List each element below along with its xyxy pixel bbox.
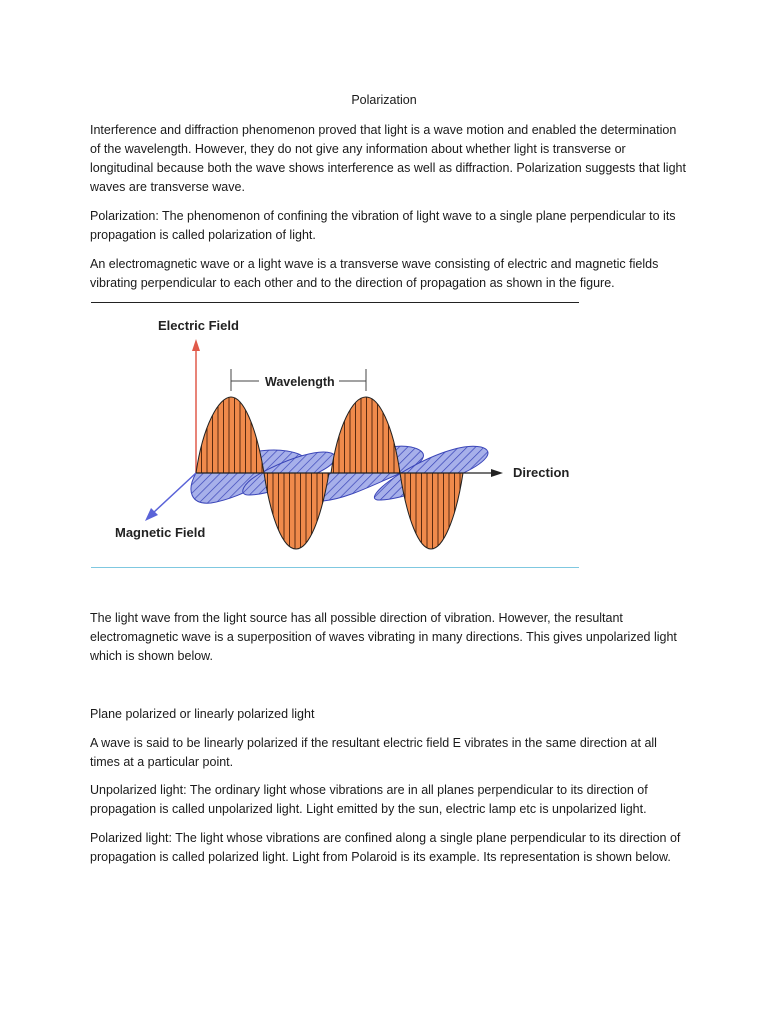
magnetic-field-label: Magnetic Field [115, 525, 206, 540]
section-heading-plane-polarized: Plane polarized or linearly polarized light [90, 707, 315, 721]
figure-bottom-rule [91, 567, 579, 568]
paragraph-unpolarized-light: Unpolarized light: The ordinary light whose vibrations are in all planes perpendicular to its direction of propagation is called unpolarized light. Light emitted by the sun, electric lamp etc is unpolarized light. [90, 783, 648, 816]
wavelength-label: Wavelength [265, 375, 335, 389]
paragraph-em-wave: An electromagnetic wave or a light wave is a transverse wave consisting of electric and magnetic fields vibrating perpendicular to each other and to the direction of propagation as shown in the figure. [90, 257, 659, 290]
electric-wave-crest-2 [331, 397, 400, 473]
paragraph-unpolarized-source: The light wave from the light source has all possible direction of vibration. However, the resultant electromagnetic wave is a superposition of waves vibrating in many directions. This gives unpolarized light which is shown below. [90, 611, 677, 663]
figure-top-rule [91, 302, 579, 303]
arrow-right-icon [491, 469, 503, 477]
arrow-up-icon [192, 339, 200, 351]
electric-wave-trough-1 [264, 473, 329, 549]
paragraph-intro: Interference and diffraction phenomenon proved that light is a wave motion and enabled the determination of the wavelength. However, they do not give any information about whether light is transverse or longitudinal because both the wave shows interference as well as diffraction. Polarization suggests that light waves are transverse wave. [90, 123, 686, 194]
electric-wave-trough-2 [400, 473, 463, 549]
direction-label: Direction [513, 465, 570, 480]
electric-field-label: Electric Field [158, 318, 239, 333]
paragraph-linear-polarization: A wave is said to be linearly polarized if the resultant electric field E vibrates in the same direction at all times at a particular point. [90, 736, 657, 769]
em-wave-figure [91, 305, 579, 565]
paragraph-polarized-light: Polarized light: The light whose vibrations are confined along a single plane perpendicular to its direction of propagation is called polarized light. Light from Polaroid is its example. Its representation is shown below. [90, 831, 681, 864]
paragraph-polarization-definition: Polarization: The phenomenon of confining the vibration of light wave to a single plane perpendicular to its propagation is called polarization of light. [90, 209, 676, 242]
page-title: Polarization [351, 93, 417, 107]
electric-wave-crest-1 [196, 397, 264, 473]
magnetic-axis-line [153, 473, 196, 513]
